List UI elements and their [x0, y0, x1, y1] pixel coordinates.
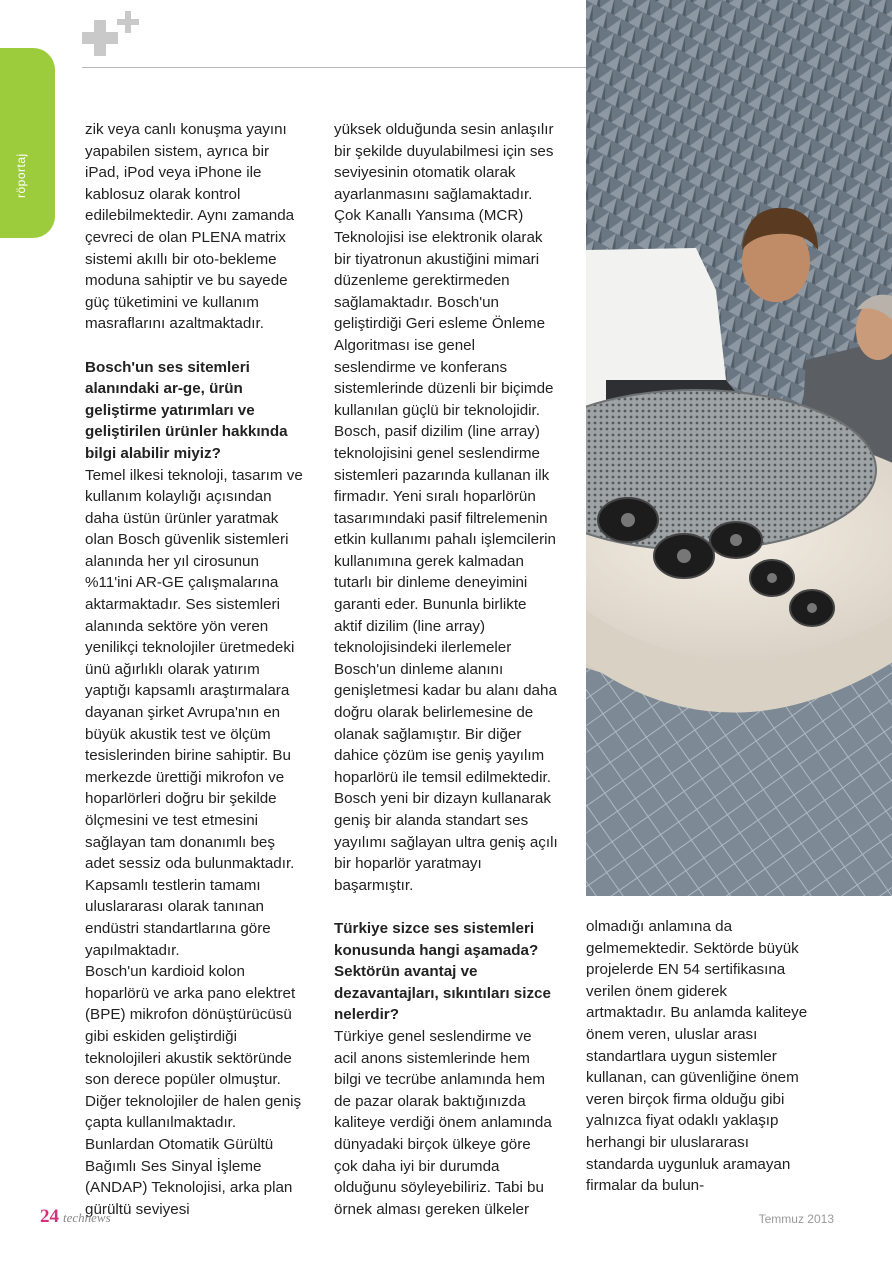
paragraph: Temel ilkesi teknoloji, tasarım ve kullanım kolaylığı açısından daha üstün ürünler yaratmak olan Bosch güvenlik sistemleri alanında her yıl cirosunun %11'ini AR-GE çalışmalarına aktarmaktadır. Ses sistemleri alanında sektöre yön veren yenilikçi teknolojiler üretmedeki ünü ağırlıklı olarak yatırım yaptığı kapsamlı araştırmalara dayanan şirket Avrupa'nın en büyük akustik test ve ölçüm tesislerinden birine sahiptir. Bu merkezde ürettiği mikrofon ve hoparlörleri doğru bir şekilde ölçmesini ve test etmesini sağlayan tam donanımlı beş adet sessiz oda bulunmaktadır. Kapsamlı testlerin tamamı uluslararası olarak tanınan endüstri standartlarına göre yapılmaktadır. [85, 466, 303, 959]
magazine-name: technews [63, 1210, 111, 1225]
paragraph: Türkiye genel seslendirme ve acil anons sistemlerinde hem bilgi ve tecrübe anlamında hem de pazar olarak baktığınızda kaliteye verdiği önem anlamında dünyadaki birçok ülkeye göre çok daha iyi bir durumda olduğunu söyleyebiliriz. Tabi bu örnek alması gereken ülkeler [334, 1027, 552, 1218]
interview-question: Türkiye sizce ses sistemleri konusunda hangi aşamada? Sektörün avantaj ve dezavantajları, sıkıntıları sizce nelerdir? [334, 919, 551, 1024]
column-1 [85, 119, 307, 1220]
paragraph: olmadığı anlamına da gelmemektedir. Sektörde büyük projelerde EN 54 sertifikasına verilen önem giderek artmaktadır. Bu anlamda kaliteye önem veren, uluslar arası standartlara uygun sistemler kullanan, can güvenliğine önem veren birçok firma olduğu gibi yalnızca fiyat odaklı yaklaşıp herhangi bir uluslararası standarda uygunluk aramayan firmalar da bulun- [586, 918, 808, 1195]
header-rule [82, 67, 586, 68]
paragraph: zik veya canlı konuşma yayını yapabilen sistem, ayrıca bir iPad, iPod veya iPhone ile kablosuz olarak kontrol edilebilmektedir. Aynı zamanda çevreci de olan PLENA matrix sistemi akıllı bir oto-bekleme moduna sahiptir ve bu sayede güç tüketimini ve kullanım masraflarını azaltmaktadır. [85, 121, 295, 333]
column-3 [586, 916, 810, 1197]
section-tab-label: röportaj [14, 153, 28, 198]
paragraph: yüksek olduğunda sesin anlaşılır bir şekilde duyulabilmesi için ses seviyesinin otomatik olarak ayarlanmasını sağlamaktadır. Çok Kanallı Yansıma (MCR) Teknolojisi ise elektronik olarak bir tiyatronun akustiğini mimari düzenleme gerektirmeden sağlamaktadır. Bosch'un geliştirdiği Geri esleme Önleme Algoritması ise genel seslendirme ve konferans sistemlerinde düzenli bir biçimde kullanılan güçlü bir teknolojidir. [334, 121, 554, 419]
page-number: 24 [40, 1206, 59, 1227]
interview-question: Bosch'un ses sitemleri alanındaki ar-ge, ürün geliştirme yatırımları ve geliştirilen ürünler hakkında bilgi alabilir miyiz? [85, 358, 288, 462]
column-2 [334, 119, 558, 1220]
paragraph: Bosch, pasif dizilim (line array) teknolojisini genel seslendirme sistemleri pazarında kullanan ilk firmadır. Yeni sıralı hoparlörün tasarımındaki pasif filtrelemenin etkin kullanımı pahalı işlemcilerin kullanımına gerek kalmadan tutarlı bir dinleme deneyimini garanti eder. Bununla birlikte aktif dizilim (line array) teknolojisindeki ilerlemeler Bosch'un dinleme alanını genişletmesi kadar bu alanı daha doğru olarak belirlemesine de olanak sağlamıştır. Bir diğer dahice çözüm ise geniş yayılım hoparlörü ile temsil edilmektedir. Bosch yeni bir dizayn kullanarak geniş bir alanda standart ses yayılımı sağlayan ultra geniş açılı bir hoparlör yaratmayı başarmıştır. [334, 423, 558, 894]
section-tab [0, 48, 55, 238]
issue-date: Temmuz 2013 [758, 1212, 834, 1226]
anechoic-chamber-photo [586, 0, 892, 896]
plus-logo-icon [80, 8, 144, 60]
footer-folio [40, 1206, 111, 1228]
paragraph: Bosch'un kardioid kolon hoparlörü ve arka pano elektret (BPE) mikrofon dönüştürücüsü gibi eskiden geliştirdiği teknolojileri akustik sektöründe son derece popüler olmuştur. Diğer teknolojiler de halen geniş çapta kullanılmaktadır. Bunlardan Otomatik Gürültü Bağımlı Ses Sinyal İşleme (ANDAP) Teknolojisi, arka plan gürültü seviyesi [85, 963, 302, 1218]
